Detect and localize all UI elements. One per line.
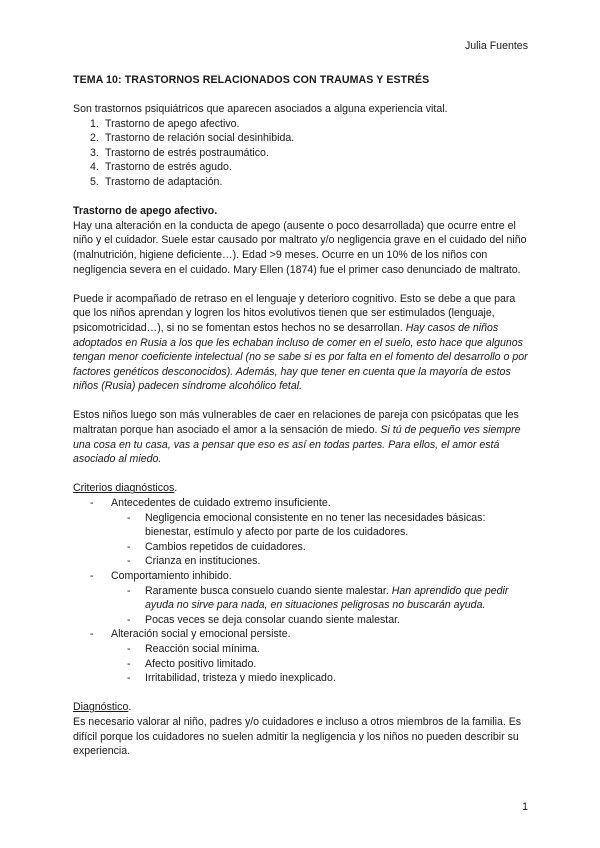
list-item bbox=[73, 160, 528, 175]
list-text: Trastorno de estrés postraumático. bbox=[105, 146, 269, 159]
page-number: 1 bbox=[522, 801, 528, 813]
criteria-subitem: - Crianza en instituciones. bbox=[127, 555, 261, 568]
paragraph-example: Hay casos de niños adoptados en Rusia a los que les echaban incluso de comer en el suelo, esto hace que algunos tengan menor coeficiente intelectual (no se sabe si es por falta en el fomento del desarrollo o por factores genéticos desconocidos). Además, hay que tener en cuenta que la mayoría de estos niños (Rusia) padecen síndrome alcohólico fetal. bbox=[73, 321, 528, 393]
list-text: Trastorno de relación social desinhibida. bbox=[105, 132, 295, 145]
subitem-text: Reacción social mínima. bbox=[145, 642, 260, 655]
criteria-subitem: - Negligencia emocional consistente en no tener las necesidades básicas: bienestar, estímulo y afecto por parte de los cuidadores. bbox=[127, 511, 486, 539]
subitem-text: Raramente busca consuelo cuando siente malestar. bbox=[145, 584, 392, 597]
list-item bbox=[73, 175, 528, 190]
intro-paragraph: Son trastornos psiquiátricos que aparecen asociados a alguna experiencia vital. bbox=[73, 103, 448, 115]
list-number: 3. bbox=[90, 146, 99, 159]
header-author: Julia Fuentes bbox=[464, 40, 528, 52]
diagnosis-heading: Diagnóstico. bbox=[73, 701, 132, 714]
subitem-text: Cambios repetidos de cuidadores. bbox=[145, 540, 306, 553]
criteria-text: Alteración social y emocional persiste. bbox=[111, 628, 291, 641]
subitem-text: Negligencia emocional consistente en no tener las necesidades básicas: bienestar, estímulo y afecto por parte de los cuidadores. bbox=[145, 511, 486, 539]
list-text: Trastorno de estrés agudo. bbox=[105, 161, 232, 174]
criteria-subitem: - Pocas veces se deja consolar cuando siente malestar. bbox=[127, 613, 400, 626]
list-number: 4. bbox=[90, 161, 99, 174]
list-number: 1. bbox=[90, 117, 99, 130]
subitem-text: Crianza en instituciones. bbox=[145, 555, 261, 568]
subitem-text: Irritabilidad, tristeza y miedo inexplicado. bbox=[145, 672, 336, 685]
list-item bbox=[73, 146, 528, 161]
criteria-subitem: - Cambios repetidos de cuidadores. bbox=[127, 540, 306, 553]
criteria-text: Antecedentes de cuidado extremo insuficiente. bbox=[111, 497, 331, 510]
list-number: 2. bbox=[90, 132, 99, 145]
criteria-item: - Comportamiento inhibido. bbox=[90, 570, 232, 582]
criteria-item: - Antecedentes de cuidado extremo insuficiente. bbox=[90, 497, 331, 510]
subitem-example: Han aprendido que pedir ayuda no sirve para nada, en situaciones peligrosas no buscarán ayuda. bbox=[145, 584, 509, 612]
document-body bbox=[73, 102, 528, 759]
list-text: Trastorno de apego afectivo. bbox=[105, 117, 240, 130]
document-title: TEMA 10: TRASTORNOS RELACIONADOS CON TRAUMAS Y ESTRÉS bbox=[73, 74, 430, 86]
subitem-text: Afecto positivo limitado. bbox=[145, 657, 257, 670]
diagnosis-paragraph: Es necesario valorar al niño, padres y/o cuidadores e incluso a otros miembros de la familia. Es difícil porque los cuidadores no suelen admitir la negligencia y los niños no pueden describir su experiencia. bbox=[73, 715, 522, 758]
criteria-text: Comportamiento inhibido. bbox=[111, 570, 232, 582]
attachment-paragraph-3 bbox=[73, 408, 528, 466]
criteria-subitem: - Reacción social mínima. bbox=[127, 642, 260, 655]
criteria-heading: Criterios diagnósticos. bbox=[73, 482, 178, 495]
paragraph-text: Estos niños luego son más vulnerables de caer en relaciones de pareja con psicópatas que les maltratan porque han asociado el amor a la sensación de miedo. bbox=[73, 409, 519, 437]
list-number: 5. bbox=[90, 175, 99, 188]
criteria-item: - Alteración social y emocional persiste. bbox=[90, 628, 291, 641]
criteria-subitem: - Irritabilidad, tristeza y miedo inexplicado. bbox=[127, 672, 336, 685]
attachment-paragraph-1: Hay una alteración en la conducta de apego (ausente o poco desarrollada) que ocurre entre el niño y el cuidador. Suele estar causado por maltrato y/o negligencia grave en el cuidado del niño (malnutrición, higiene deficiente…). Edad >9 meses. Ocurre en un 10% de los niños con negligencia severa en el cuidado. Mary Ellen (1874) fue el primer caso denunciado de maltrato. bbox=[73, 219, 527, 276]
criteria-subitem: - Raramente busca consuelo cuando siente malestar. Han aprendido que pedir ayuda no sirve para nada, en situaciones peligrosas no buscarán ayuda. bbox=[127, 584, 509, 612]
list-item bbox=[73, 117, 528, 132]
disorder-list bbox=[73, 117, 528, 190]
list-item bbox=[73, 131, 528, 146]
criteria-subitem: - Afecto positivo limitado. bbox=[127, 657, 257, 670]
list-text: Trastorno de adaptación. bbox=[105, 175, 223, 188]
paragraph-text: Puede ir acompañado de retraso en el lenguaje y deterioro cognitivo. Esto se debe a que para que los niños aprendan y logren los hitos evolutivos tienen que ser estimulados (lenguaje, psicomotricidad…), si no se fomentan estos hechos no se desarrollan. bbox=[73, 292, 516, 334]
paragraph-example: Si tú de pequeño ves siempre una cosa en tu casa, vas a pensar que eso es así en todas partes. Para ellos, el amor está asociado al miedo. bbox=[73, 424, 521, 466]
subitem-text: Pocas veces se deja consolar cuando siente malestar. bbox=[145, 613, 400, 626]
attachment-paragraph-2 bbox=[73, 292, 528, 394]
section-heading-attachment: Trastorno de apego afectivo. bbox=[73, 205, 218, 218]
